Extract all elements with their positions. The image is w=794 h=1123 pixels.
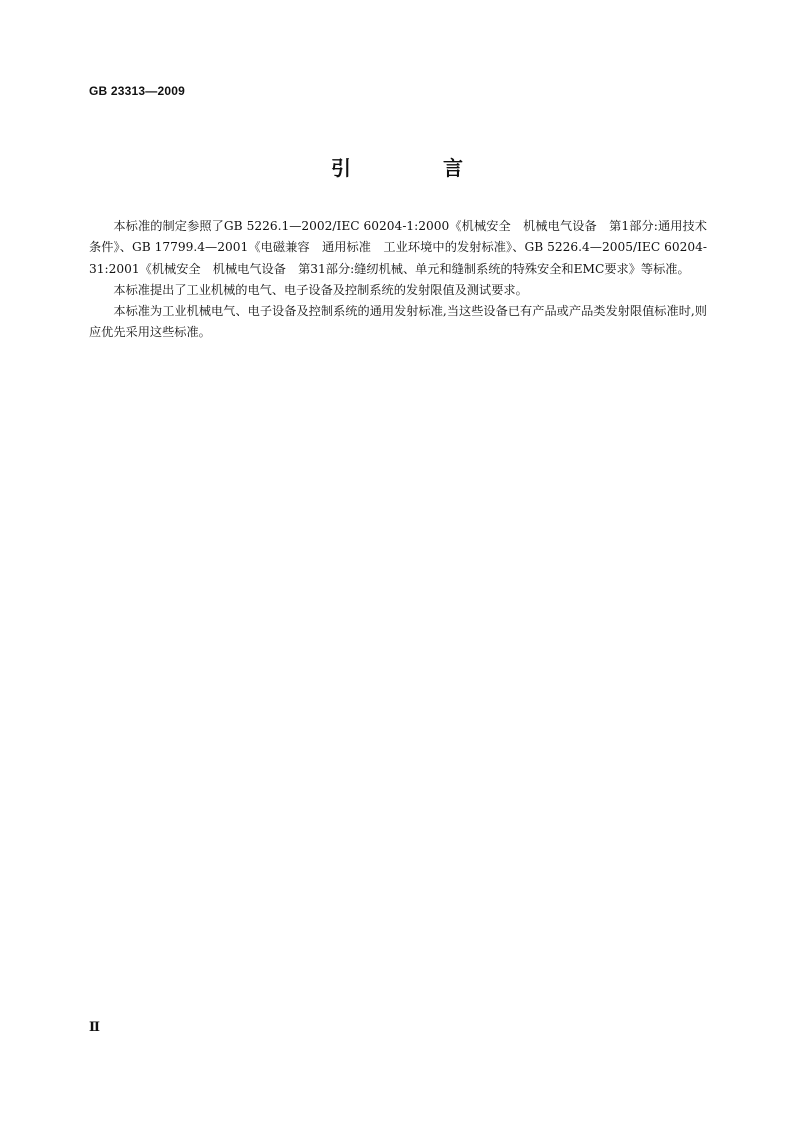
paragraph-references: 本标准的制定参照了GB 5226.1—2002/IEC 60204-1:2000《机械安全 机械电气设备 第1部分:通用技术条件》、GB 17799.4—2001《电磁兼容 通用标准 工业环境中的发射标准》、GB 5226.4—2005/IEC 60204-31:2001《机械安全 机械电气设备 第31部分:缝纫机械、单元和缝制系统的特殊安全和EMC要求》等标准。 — [89, 219, 707, 276]
page-number: Ⅱ — [89, 1019, 100, 1034]
paragraph-priority: 本标准为工业机械电气、电子设备及控制系统的通用发射标准,当这些设备已有产品或产品类发射限值标准时,则应优先采用这些标准。 — [89, 304, 707, 340]
body-text — [89, 216, 707, 344]
page-title: 引 言 — [331, 156, 499, 180]
paragraph-scope: 本标准提出了工业机械的电气、电子设备及控制系统的发射限值及测试要求。 — [113, 282, 528, 297]
standard-code-header: GB 23313—2009 — [89, 84, 185, 98]
